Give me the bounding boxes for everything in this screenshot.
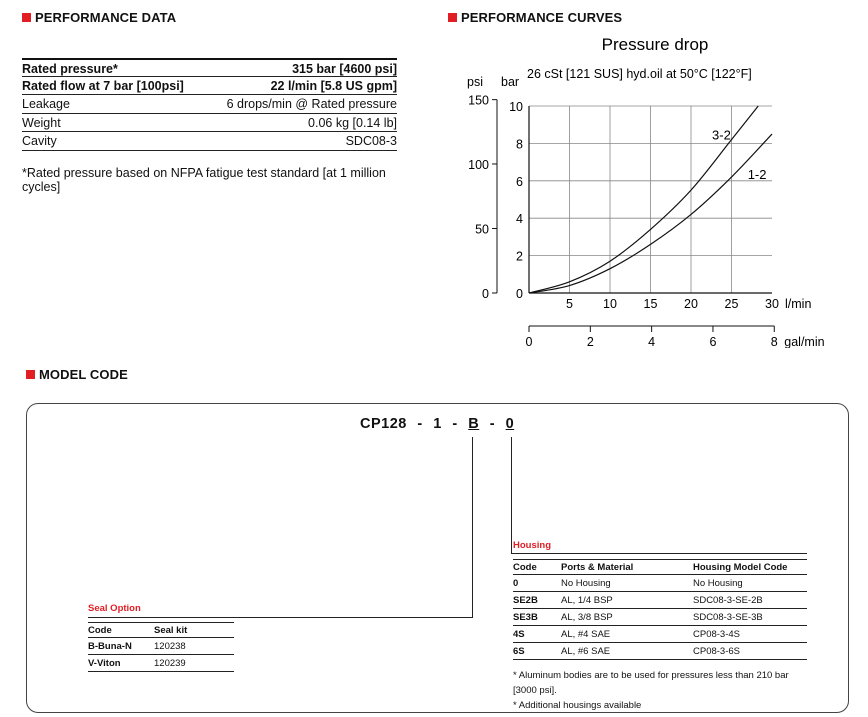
performance-data-table <box>22 58 397 194</box>
housing-note: * Aluminum bodies are to be used for pressures less than 210 bar [3000 psi]. <box>513 670 789 696</box>
housing-note: * Additional housings available <box>513 700 642 711</box>
header-ports: Ports & Material <box>561 562 634 573</box>
chart-title: Pressure drop <box>601 35 709 54</box>
housing-code: SE3B <box>513 612 538 623</box>
perf-footnote: *Rated pressure based on NFPA fatigue test standard [at 1 million cycles] <box>22 165 386 194</box>
table-row <box>513 609 807 626</box>
housing-ports: AL, 1/4 BSP <box>561 595 613 606</box>
table-row <box>513 643 807 660</box>
seal-option-header <box>88 622 234 638</box>
header-housing-model: Housing Model Code <box>693 562 788 573</box>
series-label: 3-2 <box>712 127 731 143</box>
model-code-string <box>360 416 514 432</box>
pressure-drop-chart <box>440 28 840 348</box>
perf-row <box>22 132 397 151</box>
perf-row <box>22 95 397 114</box>
housing-connector-vertical <box>511 437 512 554</box>
table-row <box>513 592 807 609</box>
model-code-sep: - <box>452 416 458 432</box>
housing-model-code: SDC08-3-SE-2B <box>693 595 763 606</box>
table-row <box>88 638 234 655</box>
y-axis-label-psi: psi <box>467 75 483 89</box>
model-code-seal: B <box>468 416 480 432</box>
housing-ports: No Housing <box>561 578 611 589</box>
x-tick-label: 10 <box>603 297 617 311</box>
psi-tick-label: 50 <box>475 222 489 237</box>
x-tick-label: 15 <box>643 297 658 311</box>
housing-code: 4S <box>513 629 525 640</box>
header-code: Code <box>88 625 112 636</box>
housing-model-code: No Housing <box>693 578 743 589</box>
x-tick-label: 20 <box>684 297 698 311</box>
seal-code: B-Buna-N <box>88 641 132 652</box>
model-code-housing: 0 <box>505 416 515 432</box>
model-code-pressure: 1 <box>433 416 442 432</box>
model-code-heading <box>26 367 128 382</box>
gal-tick-label: 2 <box>586 335 594 348</box>
gal-tick-label: 6 <box>709 335 717 348</box>
red-square-icon <box>448 13 457 22</box>
perf-label: Weight <box>22 115 61 130</box>
y-tick-label-bar: 10 <box>509 100 523 114</box>
housing-code: SE2B <box>513 595 538 606</box>
x-tick-label: 5 <box>566 297 573 311</box>
housing-ports: AL, #4 SAE <box>561 629 611 640</box>
y-tick-label-bar: 2 <box>516 249 523 264</box>
perf-label: Cavity <box>22 134 57 148</box>
model-code-sep: - <box>489 416 496 432</box>
perf-row <box>22 114 397 133</box>
perf-row <box>22 77 397 96</box>
red-square-icon <box>22 13 31 22</box>
red-square-icon <box>26 370 35 379</box>
table-row <box>513 626 807 643</box>
header-seal-kit: Seal kit <box>154 625 188 636</box>
x-tick-label: 25 <box>724 297 739 311</box>
seal-option-title: Seal Option <box>88 603 141 614</box>
model-code-title: MODEL CODE <box>39 367 128 382</box>
housing-notes <box>513 668 807 713</box>
performance-data-heading <box>22 10 176 25</box>
gal-tick-label: 4 <box>648 335 656 348</box>
perf-value: 6 drops/min @ Rated pressure <box>226 97 397 111</box>
model-code-base: CP128 <box>360 416 407 432</box>
psi-tick-label: 150 <box>468 93 489 108</box>
gal-axis-label: gal/min <box>784 335 825 348</box>
y-tick-label-bar: 0 <box>516 287 523 301</box>
header-code: Code <box>513 562 537 573</box>
y-tick-label-bar: 6 <box>516 174 523 189</box>
housing-header <box>513 559 807 575</box>
performance-curves-heading <box>448 10 622 25</box>
perf-value: 315 bar [4600 psi] <box>292 62 397 76</box>
housing-code: 0 <box>513 578 519 589</box>
seal-code: V-Viton <box>88 658 121 669</box>
model-code-sep: - <box>417 416 423 432</box>
performance-curves-title: PERFORMANCE CURVES <box>461 10 623 25</box>
perf-value: SDC08-3 <box>345 134 397 148</box>
housing-ports: AL, 3/8 BSP <box>561 612 613 623</box>
chart-subtitle: 26 cSt [121 SUS] hyd.oil at 50°C [122°F] <box>527 67 752 81</box>
gal-tick-label: 0 <box>525 335 533 348</box>
perf-label: Rated pressure* <box>22 62 118 76</box>
performance-data-title: PERFORMANCE DATA <box>35 10 177 25</box>
housing-title: Housing <box>513 540 551 551</box>
seal-kit: 120238 <box>154 641 186 652</box>
housing-model-code: CP08-3-6S <box>693 646 740 657</box>
seal-kit: 120239 <box>154 658 186 669</box>
seal-option-table <box>88 603 234 672</box>
perf-label: Rated flow at 7 bar [100psi] <box>22 78 184 93</box>
housing-code: 6S <box>513 646 525 657</box>
y-axis-label-bar: bar <box>501 75 520 89</box>
y-tick-label-bar: 4 <box>516 212 523 227</box>
housing-model-code: SDC08-3-SE-3B <box>693 612 763 623</box>
y-tick-label-bar: 8 <box>516 137 523 152</box>
table-row <box>513 575 807 592</box>
housing-table <box>513 540 807 713</box>
psi-tick-label: 100 <box>468 157 489 172</box>
housing-model-code: CP08-3-4S <box>693 629 740 640</box>
seal-connector-vertical <box>472 437 473 618</box>
perf-label: Leakage <box>22 97 70 111</box>
perf-row <box>22 58 397 77</box>
series-label: 1-2 <box>747 166 767 182</box>
gal-tick-label: 8 <box>770 335 778 348</box>
psi-tick-label: 0 <box>482 287 489 301</box>
x-tick-label: 30 <box>765 297 779 311</box>
x-axis-label: l/min <box>785 297 812 311</box>
perf-value: 0.06 kg [0.14 lb] <box>308 115 397 130</box>
perf-value: 22 l/min [5.8 US gpm] <box>270 78 397 93</box>
housing-ports: AL, #6 SAE <box>561 646 611 657</box>
table-row <box>88 655 234 672</box>
